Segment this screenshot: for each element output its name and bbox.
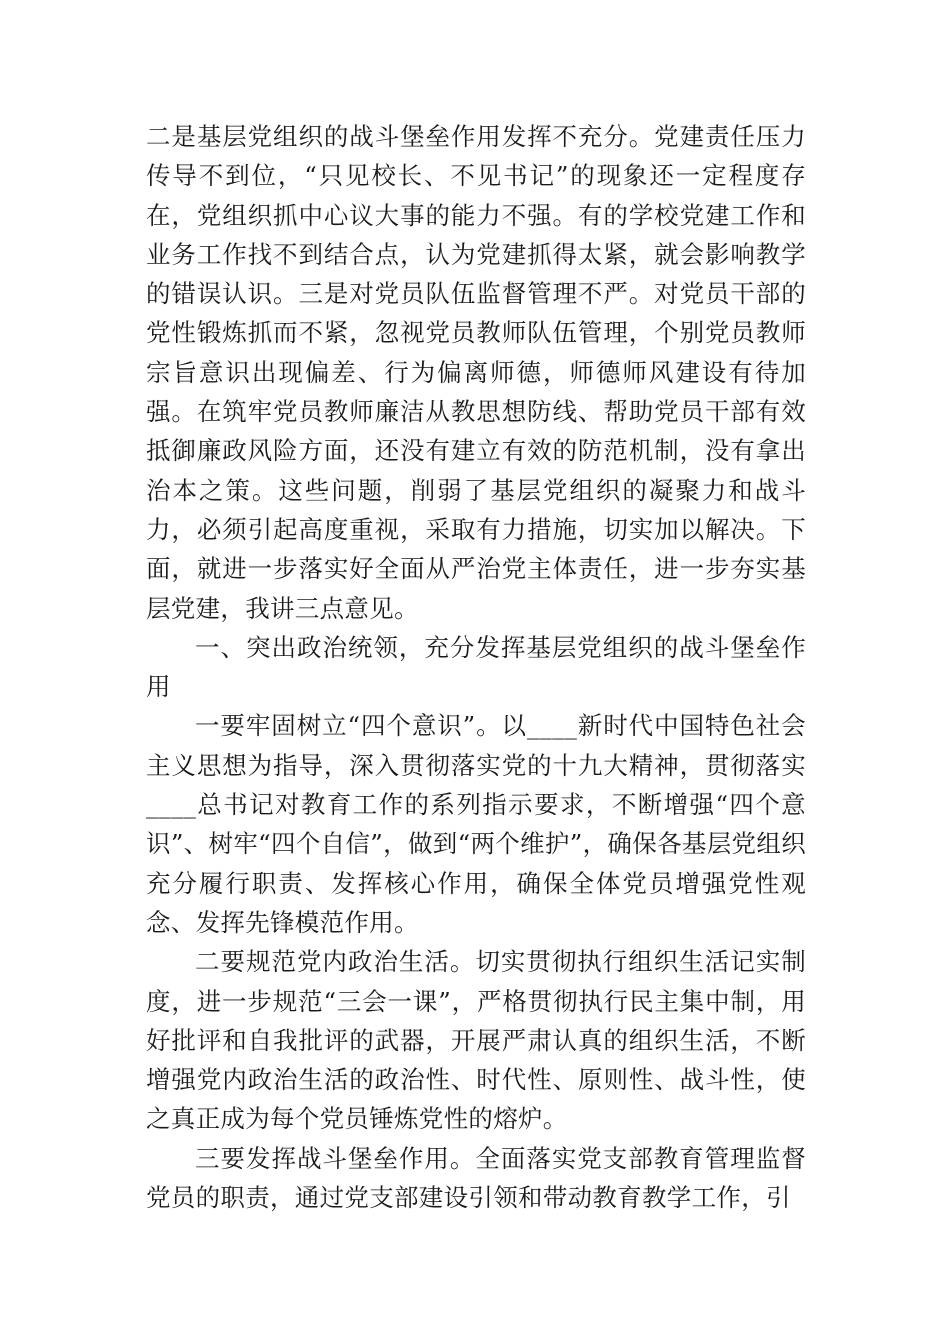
section-heading: 一、突出政治统领，充分发挥基层党组织的战斗堡垒作用 <box>146 632 806 702</box>
paragraph-point-two: 二要规范党内政治生活。切实贯彻执行组织生活记实制度，进一步规范“三会一课”，严格贯彻执行民主集中制，用好批评和自我批评的武器，开展严肃认真的组织生活，不断增强党内政治生活的政治性、时代性、原则性、战斗性，使之真正成为每个党员锤炼党性的熔炉。 <box>146 947 806 1134</box>
paragraph-point-one: 一要牢固树立“四个意识”。以____新时代中国特色社会主义思想为指导，深入贯彻落实党的十九大精神，贯彻落实____总书记对教育工作的系列指示要求，不断增强“四个意识”、树牢“四个自信”，做到“两个维护”，确保各基层党组织充分履行职责、发挥核心作用，确保全体党员增强党性观念、发挥先锋模范作用。 <box>146 711 806 937</box>
paragraph-continuation: 二是基层党组织的战斗堡垒作用发挥不充分。党建责任压力传导不到位，“只见校长、不见书记”的现象还一定程度存在，党组织抓中心议大事的能力不强。有的学校党建工作和业务工作找不到结合点，认为党建抓得太紧，就会影响教学的错误认识。三是对党员队伍监督管理不严。对党员干部的党性锻炼抓而不紧，忽视党员教师队伍管理，个别党员教师宗旨意识出现偏差、行为偏离师德，师德师风建设有待加强。在筑牢党员教师廉洁从教思想防线、帮助党员干部有效抵御廉政风险方面，还没有建立有效的防范机制，没有拿出治本之策。这些问题，削弱了基层党组织的凝聚力和战斗力，必须引起高度重视，采取有力措施，切实加以解决。下面，就进一步落实好全面从严治党主体责任，进一步夯实基层党建，我讲三点意见。 <box>146 122 806 623</box>
document-body <box>146 117 806 1217</box>
paragraph-point-three: 三要发挥战斗堡垒作用。全面落实党支部教育管理监督党员的职责，通过党支部建设引领和带动教育教学工作，引 <box>146 1143 806 1213</box>
